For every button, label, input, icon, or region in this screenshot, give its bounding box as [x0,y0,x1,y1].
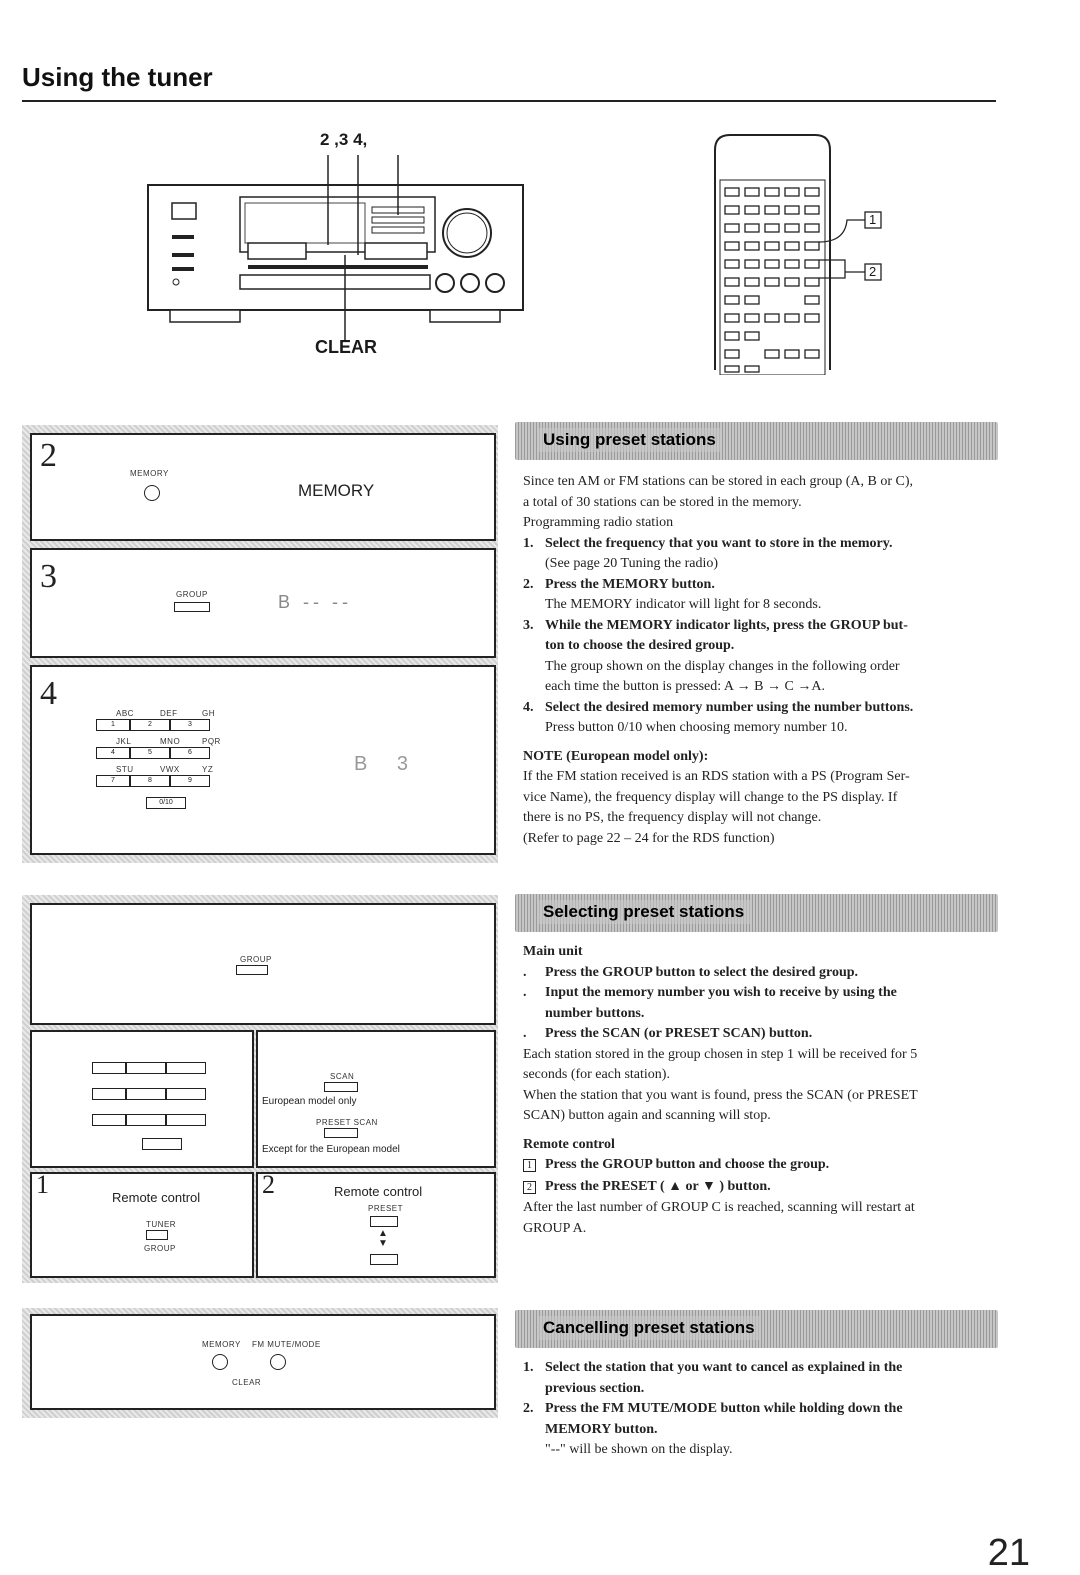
key-label-abc: ABC [116,709,134,718]
key-9[interactable]: 9 [170,775,210,787]
step-number-3: 3 [40,558,57,595]
remote-step-1-n: 1 [523,1159,536,1172]
receiver-drawing [140,155,530,365]
cancel-step-2-n: 2. [523,1401,534,1416]
key-1[interactable]: 1 [96,719,130,731]
remote-heading: Remote control [523,1136,615,1152]
preset-step-4: Select the desired memory number using the number buttons. [545,699,914,715]
cancel-clear-label: CLEAR [232,1378,262,1387]
select-key-1[interactable] [92,1062,126,1074]
note-title: NOTE (European model only): [523,748,709,764]
clear-label: CLEAR [315,337,377,357]
remote-drawing [705,130,905,375]
key-8[interactable]: 8 [130,775,170,787]
remote-1-group: GROUP [144,1244,176,1253]
select-para-4: SCAN) button again and scanning will stop. [523,1108,771,1123]
group-button[interactable] [174,602,210,612]
note-line-3: there is no PS, the frequency display will not change. [523,810,822,825]
remote-1-tuner-button[interactable] [146,1230,168,1240]
note-line-1: If the FM station received is an RDS station with a PS (Program Ser- [523,769,910,784]
preset-step-2-sub: The MEMORY indicator will light for 8 seconds. [545,597,822,612]
remote-step-2-n: 2 [523,1181,536,1194]
preset-scan-label: PRESET SCAN [316,1118,378,1127]
select-key-6[interactable] [166,1088,206,1100]
cancel-step-2-sub: "--" will be shown on the display. [545,1442,733,1457]
memory-display: MEMORY [298,481,375,500]
main-unit-heading: Main unit [523,944,583,959]
select-instructions: Main unit . Press the GROUP button to select the desired group. . Input the memory number you wish to receive by using the number buttons. . Press the SCAN (or PRESET SCAN) button. Each station stored in the group chosen in step 1 will be received for 5 seconds (for each station). When the station that you want is found, press the SCAN (or PRESET SCAN) button again and scanning will stop. Remote control 1 Press the GROUP button and choose the group. 2 Press the PRESET ( ▲ or ▼ ) button. After the last number of GROUP C is reached, scanning will restart at GROUP A. [523,942,1001,1239]
title-rule [22,100,996,102]
key-label-yz: YZ [202,765,214,774]
select-para-1: Each station stored in the group chosen in step 1 will be received for 5 [523,1046,918,1062]
section-header-cancel [515,1310,998,1348]
remote-step-2: Press the PRESET ( ▲ or ▼ ) button. [545,1178,771,1194]
preset-intro-1: Since ten AM or FM stations can be stored in each group (A, B or C), [523,474,913,489]
section-title-cancel: Cancelling preset stations [537,1316,761,1340]
remote-step-1: Press the GROUP button and choose the group. [545,1157,830,1172]
preset-step-2-n: 2. [523,576,534,592]
select-group-button[interactable] [236,965,268,975]
section-title-preset: Using preset stations [537,428,722,452]
memory-button-label: MEMORY [130,469,169,478]
preset-step-1-sub: (See page 20 Tuning the radio) [545,556,719,571]
select-main-2b: number buttons. [545,1005,645,1021]
group-display: B -- -- [278,592,352,612]
receiver-diagram [140,125,530,375]
key-label-mno: MNO [160,737,181,746]
remote-para-2: GROUP A. [523,1220,587,1236]
remote-callout-1: 1 [869,212,877,227]
select-para-2: seconds (for each station). [523,1067,670,1082]
cancel-fm-button[interactable] [270,1354,286,1370]
group-button-label: GROUP [176,590,208,599]
preset-step-4-n: 4. [523,699,534,715]
cancel-step-1b: previous section. [545,1380,645,1396]
preset-step-1-n: 1. [523,535,534,551]
number-display: B 3 [354,753,421,775]
panel-memory [30,433,496,541]
select-group-label: GROUP [240,955,272,964]
page-title: Using the tuner [22,62,213,92]
panel-number [30,665,496,855]
key-label-pqr: PQR [202,737,221,746]
select-para-3: When the station that you want is found, press the SCAN (or PRESET [523,1087,918,1103]
cancel-memory-button[interactable] [212,1354,228,1370]
european-only-label: European model only [262,1096,357,1107]
select-main-2a: Input the memory number you wish to receive by using the [545,985,897,1000]
key-4[interactable]: 4 [96,747,130,759]
note-line-2: vice Name), the frequency display will change to the PS display. If [523,789,898,805]
remote-2-title: Remote control [334,1184,423,1199]
remote-2-number: 2 [262,1170,275,1199]
number-keypad [96,709,246,819]
cancel-step-2b: MEMORY button. [545,1421,658,1437]
select-key-9[interactable] [166,1114,206,1126]
key-label-def: DEF [160,709,178,718]
preset-step-4-sub: Press button 0/10 when choosing memory number 10. [545,720,848,735]
key-0-10[interactable]: 0/10 [146,797,186,809]
select-key-0[interactable] [142,1138,182,1150]
select-key-4[interactable] [92,1088,126,1100]
step-number-4: 4 [40,675,57,712]
key-2[interactable]: 2 [130,719,170,731]
preset-intro-2: a total of 30 stations can be stored in the memory. [523,494,802,510]
cancel-step-1a: Select the station that you want to cancel as explained in the [545,1360,903,1375]
preset-instructions [523,472,1001,849]
cancel-instructions [523,1358,1001,1461]
key-3[interactable]: 3 [170,719,210,731]
note-line-4: (Refer to page 22 – 24 for the RDS function) [523,830,775,846]
panel-remote-2 [256,1172,496,1278]
memory-button[interactable] [144,485,160,501]
section-header-preset [515,422,998,460]
key-label-jkl: JKL [116,737,132,746]
section-header-select [515,894,998,932]
select-key-5[interactable] [126,1088,166,1100]
panel-group [30,548,496,658]
select-key-3[interactable] [166,1062,206,1074]
preset-down-button[interactable] [370,1254,398,1265]
section-title-select: Selecting preset stations [537,900,750,924]
select-keypad [92,1052,242,1162]
preset-step-3b: ton to choose the desired group. [545,638,735,653]
select-key-2[interactable] [126,1062,166,1074]
preset-step-3-sub-1: The group shown on the display changes in the following order [545,658,900,674]
preset-up-button[interactable] [370,1216,398,1227]
preset-step-3-n: 3. [523,617,534,633]
key-label-vwx: VWX [160,765,180,774]
key-5[interactable]: 5 [130,747,170,759]
scan-label: SCAN [330,1072,355,1081]
preset-intro-3: Programming radio station [523,515,674,530]
preset-step-3-sub-2: each time the button is pressed: A → B → C →A. [545,679,825,694]
remote-1-tuner: TUNER [146,1220,177,1229]
remote-callout-2: 2 [869,264,877,279]
page-number: 21 [987,1532,1030,1574]
remote-1-title: Remote control [112,1190,201,1205]
scan-button[interactable] [324,1082,358,1092]
select-key-8[interactable] [126,1114,166,1126]
panel-select-group [30,903,496,1025]
key-label-stu: STU [116,765,134,774]
remote-diagram [705,130,905,375]
step-number-2: 2 [40,437,57,474]
select-main-1: Press the GROUP button to select the desired group. [545,964,859,980]
panel-select-scan [256,1030,496,1168]
key-6[interactable]: 6 [170,747,210,759]
panel-remote-1 [30,1172,254,1278]
cancel-fm-label: FM MUTE/MODE [252,1340,321,1349]
except-european-label: Except for the European model [262,1144,400,1155]
select-key-7[interactable] [92,1114,126,1126]
remote-para-1: After the last number of GROUP C is reached, scanning will restart at [523,1200,915,1215]
cancel-step-1-n: 1. [523,1360,534,1375]
key-7[interactable]: 7 [96,775,130,787]
remote-1-number: 1 [36,1170,49,1199]
callout-top: 2 ,3 4, [320,130,368,149]
preset-step-3a: While the MEMORY indicator lights, press the GROUP but- [545,617,908,633]
preset-step-2: Press the MEMORY button. [545,576,715,592]
panel-cancel [30,1314,496,1410]
select-main-3: Press the SCAN (or PRESET SCAN) button. [545,1026,813,1041]
key-label-gh: GH [202,709,215,718]
cancel-step-2a: Press the FM MUTE/MODE button while holding down the [545,1401,903,1416]
remote-2-preset: PRESET [368,1204,404,1213]
preset-step-1: Select the frequency that you want to store in the memory. [545,535,893,551]
cancel-memory-label: MEMORY [202,1340,241,1349]
preset-scan-button[interactable] [324,1128,358,1138]
preset-arrows-icon: ▲ ▼ [378,1228,388,1249]
panel-select-number [30,1030,254,1168]
